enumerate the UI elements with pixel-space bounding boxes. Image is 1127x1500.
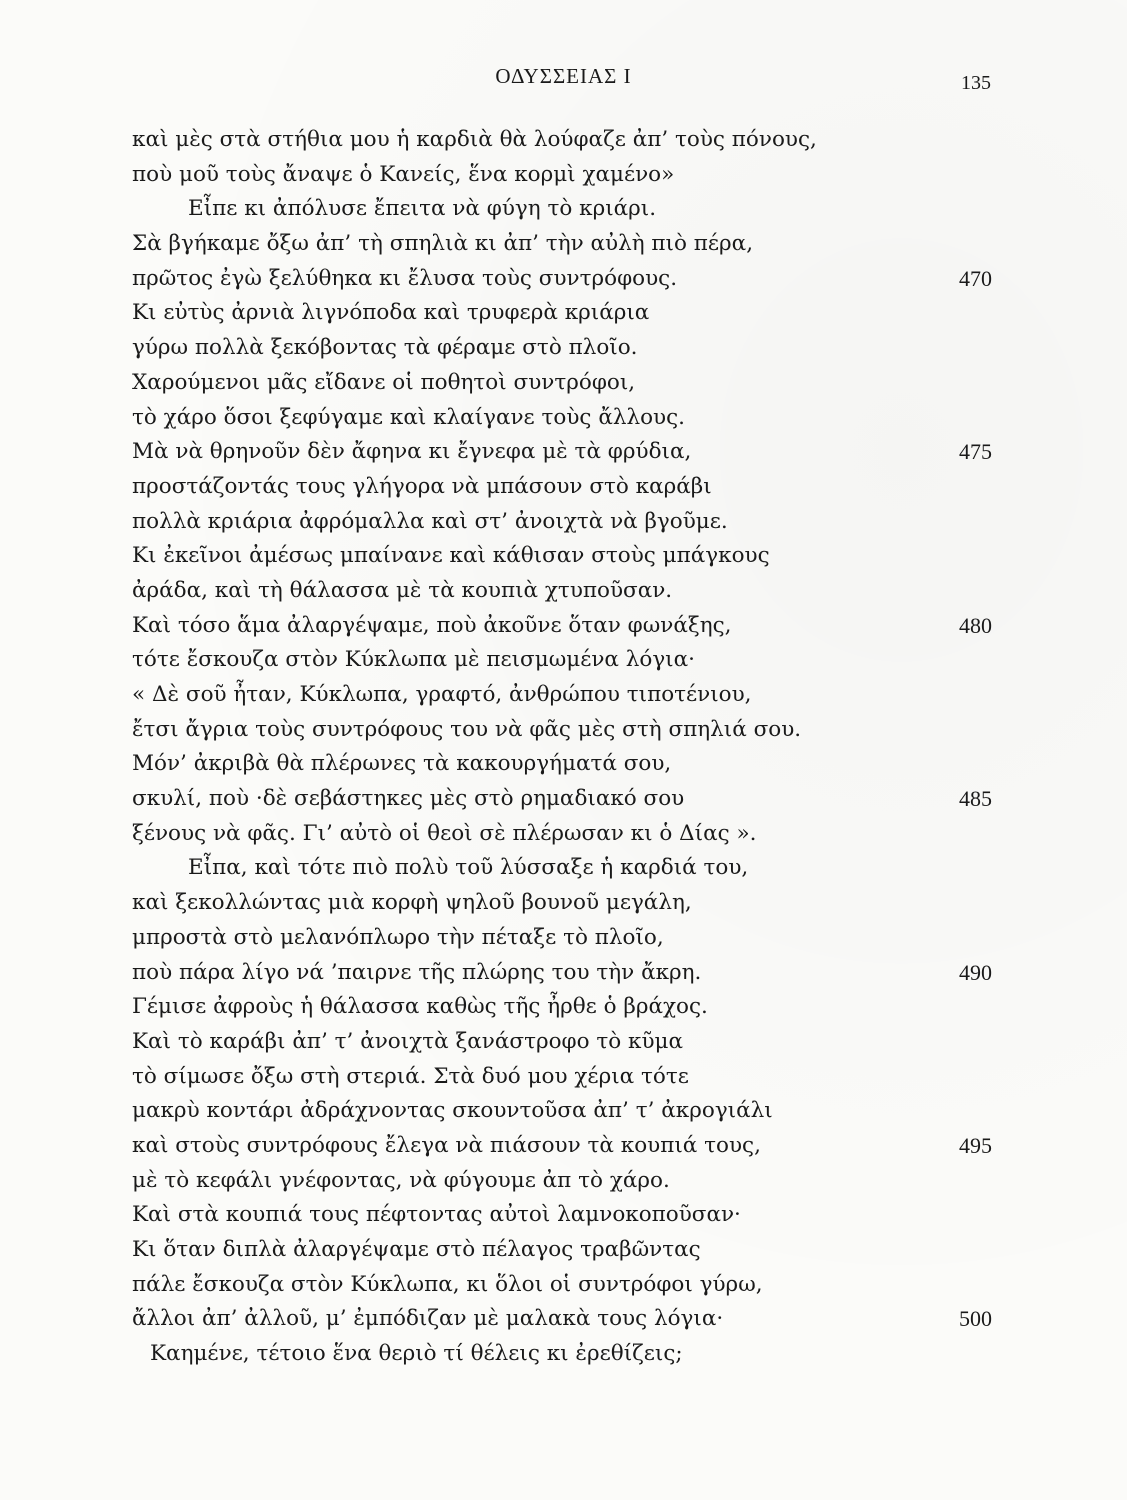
verse-text: γύρω πολλὰ ξεκόβοντας τὰ φέραμε στὸ πλοῖο. bbox=[132, 335, 638, 361]
verse-line bbox=[132, 192, 992, 227]
verse-line bbox=[132, 1268, 992, 1303]
verse-line bbox=[132, 609, 992, 644]
verse-text: Καὶ τὸ καράβι ἀπ’ τ’ ἀνοιχτὰ ξανάστροφο τὸ κῦμα bbox=[132, 1028, 684, 1054]
verse-text: ἄλλοι ἀπ’ ἀλλοῦ, μ’ ἐμπόδιζαν μὲ μαλακὰ τους λόγια· bbox=[132, 1306, 724, 1332]
verse-line bbox=[132, 747, 992, 782]
verse-line bbox=[132, 1198, 992, 1233]
verse-text: Μὰ νὰ θρηνοῦν δὲν ἄφηνα κι ἔγνεφα μὲ τὰ φρύδια, bbox=[132, 439, 692, 465]
verse-text: Κι ὅταν διπλὰ ἀλαργέψαμε στὸ πέλαγος τραβῶντας bbox=[132, 1237, 701, 1262]
verse-text: πολλὰ κριάρια ἀφρόμαλλα καὶ στ’ ἀνοιχτὰ νὰ βγοῦμε. bbox=[132, 508, 728, 534]
line-number: 490 bbox=[959, 959, 992, 985]
verse-text: τὸ σίμωσε ὄξω στὴ στεριά. Στὰ δυό μου χέρια τότε bbox=[132, 1063, 689, 1089]
line-number: 485 bbox=[959, 786, 992, 812]
verse-text: καὶ ξεκολλώντας μιὰ κορφὴ ψηλοῦ βουνοῦ μεγάλη, bbox=[132, 890, 692, 916]
verse-line bbox=[132, 817, 992, 852]
verse-line bbox=[132, 574, 992, 609]
verse-text: ποὺ πάρα λίγο νά ’παιρνε τῆς πλώρης του τὴν ἄκρη. bbox=[132, 959, 702, 985]
verse-line bbox=[132, 1233, 992, 1268]
verse-line bbox=[132, 1302, 992, 1337]
line-number: 480 bbox=[959, 612, 992, 638]
verse-line bbox=[132, 1337, 992, 1372]
verse-line bbox=[132, 158, 992, 193]
verse-line bbox=[132, 990, 992, 1025]
verse-text: πρῶτος ἐγὼ ξελύθηκα κι ἔλυσα τοὺς συντρόφους. bbox=[132, 265, 678, 291]
verse-text: ἀράδα, καὶ τὴ θάλασσα μὲ τὰ κουπιὰ χτυποῦσαν. bbox=[132, 577, 673, 603]
verse-text: Κι εὐτὺς ἀρνιὰ λιγνόποδα καὶ τρυφερὰ κριάρια bbox=[132, 300, 650, 326]
verse-text: Σὰ βγήκαμε ὄξω ἀπ’ τὴ σπηλιὰ κι ἀπ’ τὴν αὐλὴ πιὸ πέρα, bbox=[132, 231, 754, 257]
verse-line bbox=[132, 956, 992, 991]
verse-line bbox=[132, 470, 992, 505]
verse-text: Εἶπε κι ἀπόλυσε ἔπειτα νὰ φύγη τὸ κριάρι. bbox=[188, 196, 657, 222]
verse-text: ξένους νὰ φᾶς. Γι’ αὐτὸ οἱ θεοὶ σὲ πλέρωσαν κι ὁ Δίας ». bbox=[132, 820, 757, 846]
verse-text: « Δὲ σοῦ ἦταν, Κύκλωπα, γραφτό, ἀνθρώπου τιποτένιου, bbox=[132, 682, 752, 707]
verse-line bbox=[132, 713, 992, 748]
verse-line bbox=[132, 331, 992, 366]
verse-text: Χαρούμενοι μᾶς εἴδανε οἱ ποθητοὶ συντρόφοι, bbox=[132, 369, 636, 395]
verse-text: προστάζοντάς τους γλήγορα νὰ μπάσουν στὸ καράβι bbox=[132, 473, 712, 499]
verse-text: Γέμισε ἀφροὺς ἡ θάλασσα καθὼς τῆς ἦρθε ὁ βράχος. bbox=[132, 994, 708, 1020]
verse-line bbox=[132, 1129, 992, 1164]
verse-line bbox=[132, 921, 992, 956]
verse-text: μακρὺ κοντάρι ἀδράχνοντας σκουντοῦσα ἀπ’ τ’ ἀκρογιάλι bbox=[132, 1098, 773, 1124]
verse-line bbox=[132, 678, 992, 713]
verse-text: σκυλί, ποὺ ·δὲ σεβάστηκες μὲς στὸ ρημαδιακό σου bbox=[132, 786, 685, 812]
verse-text: ποὺ μοῦ τοὺς ἄναψε ὁ Κανείς, ἕνα κορμὶ χαμένο» bbox=[132, 161, 675, 187]
verse-text: πάλε ἔσκουζα στὸν Κύκλωπα, κι ὅλοι οἱ συντρόφοι γύρω, bbox=[132, 1271, 763, 1297]
verse-text: τὸ χάρο ὅσοι ξεφύγαμε καὶ κλαίγανε τοὺς ἄλλους. bbox=[132, 404, 685, 430]
running-title: ΟΔΥΣΣΕΙΑΣ Ι bbox=[495, 64, 632, 88]
line-number: 475 bbox=[959, 439, 992, 465]
verse-text: τότε ἔσκουζα στὸν Κύκλωπα μὲ πεισμωμένα λόγια· bbox=[132, 647, 695, 673]
verse-text: μὲ τὸ κεφάλι γνέφοντας, νὰ φύγουμε ἀπ τὸ χάρο. bbox=[132, 1167, 670, 1193]
verse-text: Εἶπα, καὶ τότε πιὸ πολὺ τοῦ λύσσαξε ἡ καρδιά του, bbox=[188, 855, 749, 881]
verse-line bbox=[132, 296, 992, 331]
verse-line bbox=[132, 851, 992, 886]
verse-text: Καὶ τόσο ἅμα ἀλαργέψαμε, ποὺ ἀκοῦνε ὅταν φωνάξης, bbox=[132, 612, 732, 638]
verse-line bbox=[132, 505, 992, 540]
verse-line bbox=[132, 123, 992, 158]
verse-line bbox=[132, 539, 992, 574]
verse-line bbox=[132, 782, 992, 817]
verse-text: Καημένε, τέτοιο ἕνα θεριὸ τί θέλεις κι ἐρεθίζεις; bbox=[150, 1341, 683, 1367]
poem-text-block bbox=[132, 123, 992, 1372]
verse-text: Μόν’ ἀκριβὰ θὰ πλέρωνες τὰ κακουργήματά σου, bbox=[132, 751, 672, 777]
verse-line bbox=[132, 366, 992, 401]
verse-line bbox=[132, 1060, 992, 1095]
verse-line bbox=[132, 227, 992, 262]
verse-line bbox=[132, 643, 992, 678]
verse-line bbox=[132, 401, 992, 436]
line-number: 470 bbox=[959, 265, 992, 291]
verse-text: ἔτσι ἄγρια τοὺς συντρόφους του νὰ φᾶς μὲς στὴ σπηλιά σου. bbox=[132, 716, 802, 742]
verse-text: Κι ἐκεῖνοι ἀμέσως μπαίνανε καὶ κάθισαν στοὺς μπάγκους bbox=[132, 543, 770, 569]
verse-line bbox=[132, 886, 992, 921]
verse-text: καὶ μὲς στὰ στήθια μου ἡ καρδιὰ θὰ λούφαζε ἀπ’ τοὺς πόνους, bbox=[132, 127, 817, 152]
verse-text: Καὶ στὰ κουπιά τους πέφτοντας αὐτοὶ λαμνοκοποῦσαν· bbox=[132, 1202, 741, 1228]
page-number: 135 bbox=[961, 72, 991, 94]
verse-line bbox=[132, 262, 992, 297]
line-number: 500 bbox=[959, 1306, 992, 1332]
verse-line bbox=[132, 1025, 992, 1060]
verse-line bbox=[132, 1094, 992, 1129]
verse-line bbox=[132, 435, 992, 470]
verse-text: καὶ στοὺς συντρόφους ἔλεγα νὰ πιάσουν τὰ κουπιά τους, bbox=[132, 1132, 761, 1158]
verse-text: μπροστὰ στὸ μελανόπλωρο τὴν πέταξε τὸ πλοῖο, bbox=[132, 924, 664, 950]
line-number: 495 bbox=[959, 1132, 992, 1158]
verse-line bbox=[132, 1164, 992, 1199]
